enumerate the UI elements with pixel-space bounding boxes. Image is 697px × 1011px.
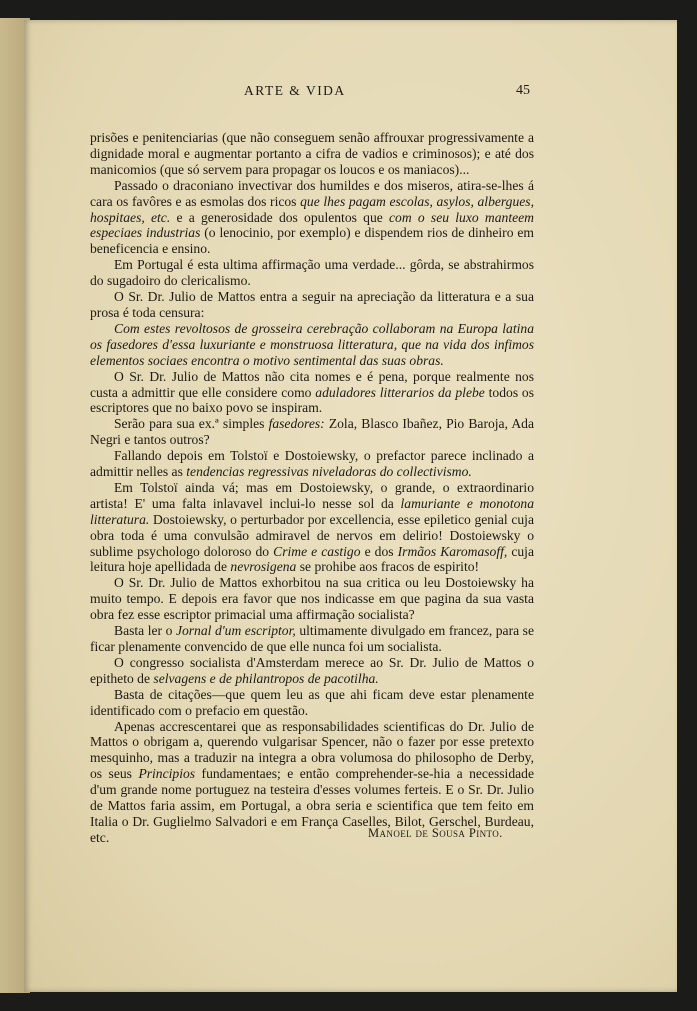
text-segment: ultimamente divulgado em francez, para se ficar plenamente convencido de que elle nunca foi um socialista. xyxy=(90,623,535,654)
paragraph xyxy=(90,575,534,623)
text-segment: Em Tolstoï ainda vá; mas em Dostoiewsky, o grande, o extraordinario artista! E' uma falta inlavavel inclui-lo nesse sol da xyxy=(90,479,534,511)
text-segment: O Sr. Dr. Julio de Mattos entra a seguir na apreciação da litteratura e a sua prosa é toda censura: xyxy=(90,289,534,320)
italic-text: nevrosigena xyxy=(230,559,297,575)
text-segment: Basta de citações—que quem leu as que ahi ficam deve estar plenamente identificado com o prefacio em questão. xyxy=(90,686,534,718)
text-segment: O Sr. Dr. Julio de Mattos exhorbitou na sua critica ou leu Dostoiewsky ha muito tempo. E depois era favor que nos indicasse em que pagina da sua vasta obra fez esse escriptor primacial uma affirmação socialista? xyxy=(90,575,534,623)
text-segment: Zola, Blasco Ibañez, Pio Baroja, Ada Negri e tantos outros? xyxy=(90,416,534,448)
paragraph xyxy=(90,289,534,321)
running-title: ARTE & VIDA xyxy=(244,83,346,98)
text-segment: Apenas accrescentarei que as responsabilidades scientificas do Dr. Julio de Mattos o obrigam a, querendo vulgarisar Spencer, não o fazer por esse pretexto mesquinho, mas a traduzir na integra a obra volumosa do philosopho de Derby, os seus xyxy=(90,718,534,782)
italic-text: aduladores litterarios da plebe xyxy=(315,384,485,400)
text-segment: O Sr. Dr. Julio de Mattos não cita nomes e é pena, porque realmente nos custa a admittir que elle considere como xyxy=(90,368,534,400)
text-segment: todos os escriptores que no baixo povo se inspiram. xyxy=(90,384,535,416)
paragraph xyxy=(90,178,534,258)
italic-text: Com estes revoltosos de grosseira cerebração collaboram na Europa latina os fasedores d'essa luxuriante e monstruosa litteratura, que na vida dos infimos elementos sociaes encontra o motivo sentimental das suas obras. xyxy=(90,320,534,368)
text-segment: Basta ler o xyxy=(114,623,176,639)
italic-text: fasedores: xyxy=(268,416,325,432)
page-number: 45 xyxy=(516,83,530,98)
author-signature: Manoel de Sousa Pinto. xyxy=(368,826,503,840)
text-segment: cuja leitura hoje apellidada de xyxy=(90,543,534,575)
paragraph xyxy=(90,257,534,289)
italic-text: tendencias regressivas niveladoras do collectivismo. xyxy=(186,464,472,480)
paragraph xyxy=(90,369,534,417)
italic-text: Irmãos Karomasoff, xyxy=(397,543,508,559)
italic-text: lamuriante e monotona litteratura. xyxy=(90,495,534,527)
text-segment: Serão para sua ex.ª simples xyxy=(114,416,269,432)
paragraph xyxy=(90,416,534,448)
text-segment: e a generosidade dos opulentos que xyxy=(170,209,390,225)
book-page xyxy=(24,20,677,992)
italic-text: com o seu luxo manteem especiaes industrias xyxy=(90,209,534,241)
italic-text: Principios xyxy=(138,766,196,782)
text-segment: fundamentaes; e então comprehender-se-hia a necessidade d'um grande nome portuguez na testeira d'esses volumes ferteis. E o Sr. Dr. Julio de Mattos faria assim, em Portugal, a obra seria e scientifica que tem feito em Italia o Dr. Guglielmo Salvadori e em França Caselles, Bilot, Gerschel, Burdeau, etc. xyxy=(90,766,534,845)
text-segment: Fallando depois em Tolstoï e Dostoiewsky, o prefactor parece inclinado a admittir nelles as xyxy=(90,448,534,480)
text-segment: (o lenocinio, por exemplo) e dispendem rios de dinheiro em beneficencia e ensino. xyxy=(90,225,534,257)
text-segment: Dostoiewsky, o perturbador por excellencia, esse epiletico genial cuja obra toda é uma convulsão admiravel de nervos em delirio! Dostoiewsky o sublime psychologo doloroso do xyxy=(90,511,534,559)
paragraph xyxy=(90,687,534,719)
text-segment: Passado o draconiano invectivar dos humildes e dos miseros, atira-se-lhes á cara os favôres e as esmolas dos ricos xyxy=(90,177,534,209)
page-header xyxy=(24,83,677,103)
italic-text: que lhes pagam escolas, asylos, albergues, hospitaes, etc. xyxy=(90,193,534,225)
paragraph xyxy=(90,480,534,575)
italic-text: Crime e castigo xyxy=(273,543,361,559)
article-body xyxy=(90,130,534,846)
paragraph xyxy=(90,655,534,687)
text-segment: Em Portugal é esta ultima affirmação uma verdade... gôrda, se abstrahirmos do sugadoiro do clericalismo. xyxy=(90,257,534,289)
paragraph xyxy=(90,321,534,369)
paragraph xyxy=(90,130,534,178)
text-segment: se prohibe aos fracos de espirito! xyxy=(296,559,480,575)
italic-text: selvagens e de philantropos de pacotilha. xyxy=(153,670,379,686)
text-segment: prisões e penitenciarias (que não conseguem senão affrouxar progressivamente a dignidade moral e augmentar portanto a cifra de vadios e criminosos); e até dos manicomios (que só servem para propagar os loucos e os maniacos)... xyxy=(90,130,534,177)
paragraph xyxy=(90,623,534,655)
paragraph xyxy=(90,448,534,480)
text-segment: O congresso socialista d'Amsterdam merece ao Sr. Dr. Julio de Mattos o epitheto de xyxy=(90,654,534,686)
italic-text: Jornal d'um escriptor, xyxy=(175,623,296,639)
text-segment: e dos xyxy=(360,543,398,559)
